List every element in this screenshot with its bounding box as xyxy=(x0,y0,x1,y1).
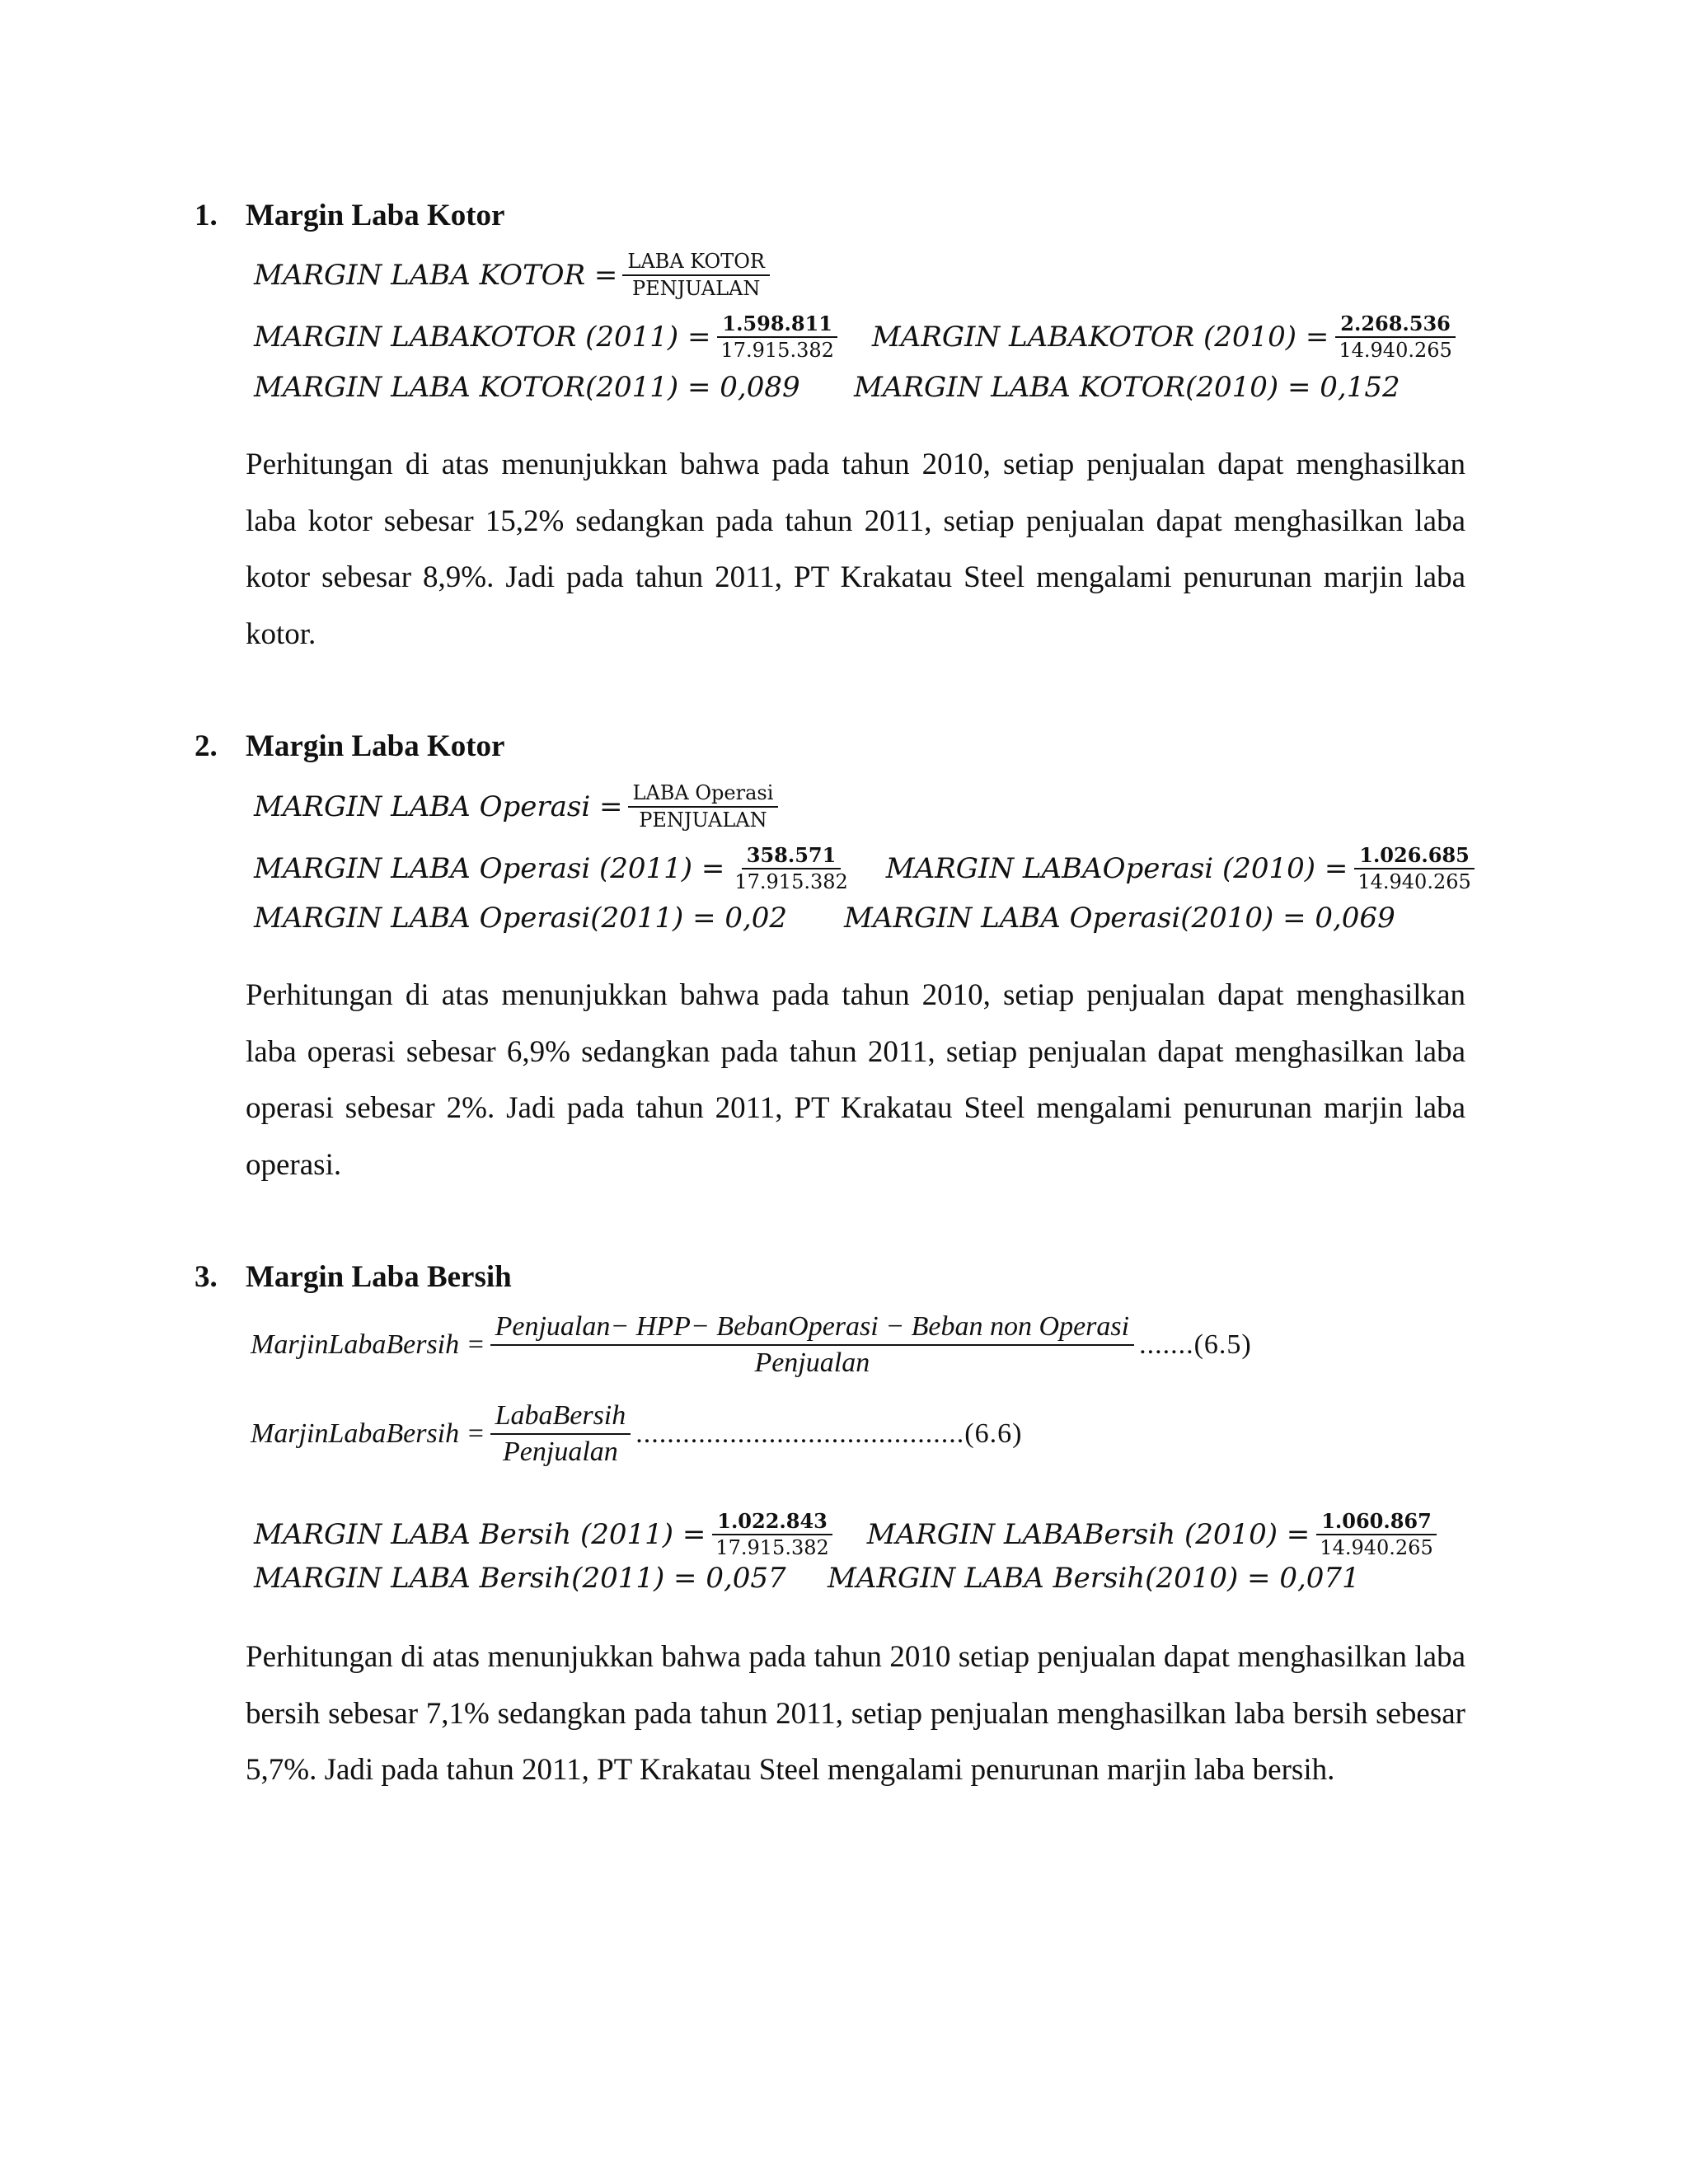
numerator: Penjualan− HPP− BebanOperasi − Beban non Operasi xyxy=(490,1312,1135,1346)
section-number: 1. xyxy=(195,199,218,232)
net-margin-calculation xyxy=(254,1511,1443,1558)
equation-lhs-2010: MARGIN LABAKOTOR (2010) = xyxy=(871,321,1329,354)
denominator: Penjualan xyxy=(503,1436,618,1467)
section-title: Margin Laba Kotor xyxy=(246,729,505,763)
numerator: LABA Operasi xyxy=(628,783,779,808)
formula-lhs: MarjinLabaBersih = xyxy=(251,1329,485,1360)
net-margin-formula-6-5 xyxy=(251,1312,1252,1377)
section-1-paragraph: Perhitungan di atas menunjukkan bahwa pada tahun 2010, setiap penjualan dapat menghasilkan laba kotor sebesar 15,2% sedangkan pada tahun 2011, setiap penjualan dapat menghasilkan laba kotor sebesar 8,9%. Jadi pada tahun 2011, PT Krakatau Steel mengalami penurunan marjin laba kotor. xyxy=(246,448,1465,651)
section-2-heading xyxy=(195,729,504,764)
fraction-2010 xyxy=(1353,845,1475,893)
equation-lhs: MARGIN LABA KOTOR = xyxy=(254,259,618,293)
gross-margin-definition xyxy=(254,251,775,299)
result-2011: MARGIN LABA Operasi(2011) = 0,02 xyxy=(254,902,788,935)
operating-margin-calculation xyxy=(254,845,1481,893)
denominator: 14.940.265 xyxy=(1320,1536,1433,1560)
denominator: 17.915.382 xyxy=(715,1536,829,1560)
denominator: Penjualan xyxy=(754,1347,870,1378)
fraction-2011 xyxy=(729,845,852,893)
denominator: 14.940.265 xyxy=(1357,870,1471,894)
numerator: 1.022.843 xyxy=(712,1511,832,1535)
section-1-heading xyxy=(195,198,504,233)
result-2011: MARGIN LABA Bersih(2011) = 0,057 xyxy=(254,1562,786,1595)
result-2010: MARGIN LABA Bersih(2010) = 0,071 xyxy=(828,1562,1360,1595)
denominator: PENJUALAN xyxy=(632,277,761,301)
fraction-2011 xyxy=(715,313,838,361)
denominator: 17.915.382 xyxy=(720,339,834,363)
section-number: 2. xyxy=(195,729,218,763)
fraction xyxy=(622,251,770,299)
formula-number: ..........................................(6.6) xyxy=(635,1418,1023,1449)
section-2-paragraph: Perhitungan di atas menunjukkan bahwa pada tahun 2010, setiap penjualan dapat menghasilkan laba operasi sebesar 6,9% sedangkan pada tahun 2011, setiap penjualan dapat menghasilkan laba operasi sebesar 2%. Jadi pada tahun 2011, PT Krakatau Steel mengalami penurunan marjin laba operasi. xyxy=(246,978,1465,1182)
fraction xyxy=(628,783,779,831)
numerator: 2.268.536 xyxy=(1335,313,1456,338)
fraction xyxy=(490,1401,631,1466)
numerator: 1.598.811 xyxy=(717,313,837,338)
gross-margin-calculation xyxy=(254,313,1462,361)
operating-margin-definition xyxy=(254,783,783,831)
formula-number: .......(6.5) xyxy=(1139,1329,1252,1360)
net-margin-result-2010 xyxy=(828,1562,1360,1595)
equation-lhs-2011: MARGIN LABAKOTOR (2011) = xyxy=(254,321,711,354)
net-margin-result-2011 xyxy=(254,1562,786,1595)
fraction-2011 xyxy=(710,1511,833,1558)
numerator: 1.026.685 xyxy=(1354,845,1475,869)
operating-margin-result-2011 xyxy=(254,902,787,935)
fraction xyxy=(490,1312,1135,1377)
numerator: 1.060.867 xyxy=(1316,1511,1437,1535)
equation-lhs-2010: MARGIN LABAOperasi (2010) = xyxy=(885,852,1348,886)
section-number: 3. xyxy=(195,1260,218,1294)
equation-lhs-2011: MARGIN LABA Operasi (2011) = xyxy=(254,852,725,886)
result-2011: MARGIN LABA KOTOR(2011) = 0,089 xyxy=(254,371,800,404)
result-2010: MARGIN LABA KOTOR(2010) = 0,152 xyxy=(854,371,1400,404)
denominator: 17.915.382 xyxy=(734,870,848,894)
numerator: 358.571 xyxy=(742,845,842,869)
denominator: PENJUALAN xyxy=(639,808,767,832)
fraction-2010 xyxy=(1334,313,1456,361)
net-margin-formula-6-6 xyxy=(251,1401,1022,1466)
section-3-paragraph: Perhitungan di atas menunjukkan bahwa pada tahun 2010 setiap penjualan dapat menghasilkan laba bersih sebesar 7,1% sedangkan pada tahun 2011, setiap penjualan menghasilkan laba bersih sebesar 5,7%. Jadi pada tahun 2011, PT Krakatau Steel mengalami penurunan marjin laba bersih. xyxy=(246,1640,1465,1787)
equation-lhs-2011: MARGIN LABA Bersih (2011) = xyxy=(254,1518,706,1552)
denominator: 14.940.265 xyxy=(1339,339,1452,363)
gross-margin-result-2010 xyxy=(854,371,1400,404)
fraction-2010 xyxy=(1315,1511,1437,1558)
result-2010: MARGIN LABA Operasi(2010) = 0,069 xyxy=(844,902,1395,935)
gross-margin-result-2011 xyxy=(254,371,800,404)
section-title: Margin Laba Kotor xyxy=(246,199,505,232)
numerator: LabaBersih xyxy=(490,1401,631,1435)
equation-lhs-2010: MARGIN LABABersih (2010) = xyxy=(866,1518,1311,1552)
section-title: Margin Laba Bersih xyxy=(246,1260,512,1294)
section-3-heading xyxy=(195,1259,512,1295)
numerator: LABA KOTOR xyxy=(622,251,770,276)
operating-margin-result-2010 xyxy=(844,902,1395,935)
formula-lhs: MarjinLabaBersih = xyxy=(251,1418,485,1449)
equation-lhs: MARGIN LABA Operasi = xyxy=(254,790,623,824)
